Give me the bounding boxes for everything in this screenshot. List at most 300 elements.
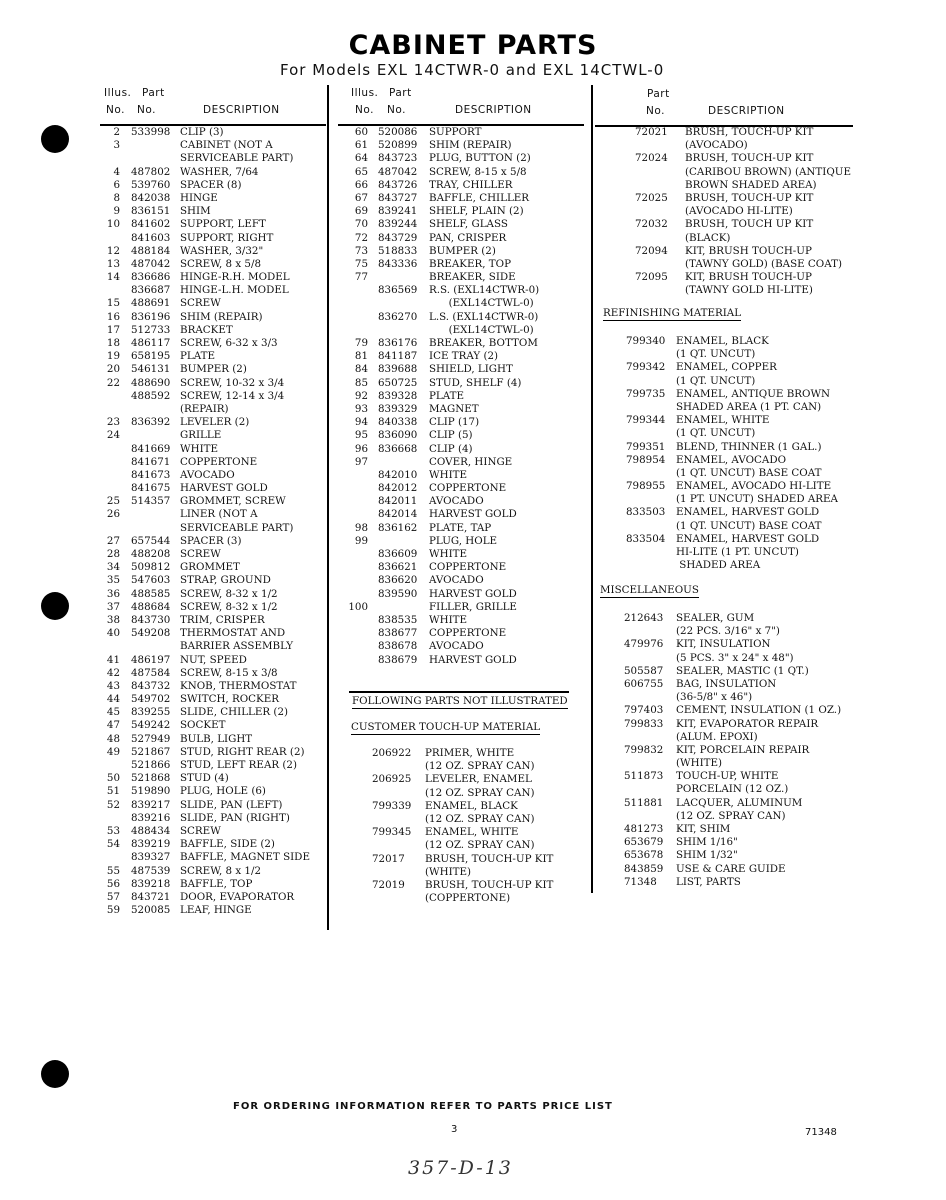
part-description: HI-LITE (1 PT. UNCUT) [676, 546, 799, 558]
part-number: 799342 [626, 361, 666, 374]
part-number: 212643 [624, 612, 664, 624]
part-number: 797403 [624, 704, 664, 717]
illus-number: 72 [354, 231, 368, 244]
part-description: SHIM 1/32" [676, 849, 738, 862]
part-number: 520086 [378, 126, 418, 138]
binder-hole-bottom [41, 1060, 69, 1088]
part-number: 833503 [626, 506, 666, 519]
table-row [100, 561, 325, 574]
table-row [100, 588, 325, 601]
table-row [100, 192, 325, 205]
table-row [345, 574, 585, 587]
table-row [100, 456, 325, 469]
part-description: USE & CARE GUIDE [676, 862, 786, 875]
table-row [345, 179, 585, 192]
part-description: DOOR, EVAPORATOR [180, 890, 295, 903]
table-row [600, 836, 860, 849]
part-description: (TAWNY GOLD) (BASE COAT) [685, 257, 842, 270]
part-number: 512733 [131, 323, 171, 336]
table-row [600, 245, 860, 258]
part-description: AVOCADO [180, 468, 235, 481]
part-description: BREAKER, TOP [429, 257, 512, 270]
table-row [100, 838, 325, 851]
part-number: 839218 [131, 877, 171, 890]
table-row [345, 640, 585, 653]
table-row [100, 363, 325, 376]
part-number: 653679 [624, 836, 664, 849]
part-description: BUMPER (2) [429, 244, 496, 257]
illus-number: 100 [348, 600, 368, 613]
part-description: TRAY, CHILLER [429, 178, 513, 191]
illus-number: 95 [354, 429, 368, 442]
part-number: 488592 [131, 389, 171, 402]
table-row [345, 614, 585, 627]
part-description: LEVELER (2) [180, 416, 250, 429]
part-description: COPPERTONE [180, 455, 258, 468]
table-row [600, 783, 860, 796]
table-row [100, 324, 325, 337]
part-description: BAFFLE, SIDE (2) [180, 838, 275, 851]
table-row [345, 853, 585, 866]
part-description: STUD, RIGHT REAR (2) [180, 745, 305, 758]
illus-number: 69 [354, 205, 368, 218]
part-description: ENAMEL, COPPER [676, 361, 777, 374]
part-number: 509812 [131, 561, 171, 574]
table-row [600, 401, 860, 414]
part-description: ENAMEL, AVOCADO HI-LITE [676, 480, 832, 493]
table-row [600, 704, 860, 717]
part-number: 836621 [378, 561, 418, 574]
part-description: LIST, PARTS [676, 875, 741, 888]
table-row [345, 232, 585, 245]
part-description: (1 QT. UNCUT) BASE COAT [676, 519, 822, 532]
table-row [600, 441, 860, 454]
table-row [100, 614, 325, 627]
table-row [345, 561, 585, 574]
part-description: SERVICEABLE PART) [180, 152, 294, 165]
table-row [345, 403, 585, 416]
table-row [345, 892, 585, 905]
parts-list-1 [100, 126, 325, 917]
table-row [100, 667, 325, 680]
part-description: SHADED AREA (1 PT. CAN) [676, 400, 822, 413]
table-row [345, 258, 585, 271]
part-number: 836090 [378, 429, 418, 442]
table-row [100, 522, 325, 535]
part-description: BAFFLE, TOP [180, 877, 253, 890]
part-number: 72017 [372, 852, 405, 865]
illus-number: 8 [113, 191, 120, 204]
table-row [345, 866, 585, 879]
part-description: COPPERTONE [429, 627, 507, 640]
table-row [600, 152, 860, 165]
table-row [600, 797, 860, 810]
table-row [100, 719, 325, 732]
illus-number: 12 [106, 244, 120, 257]
part-description: BREAKER, BOTTOM [429, 337, 538, 349]
part-description: (22 PCS. 3/16" x 7") [676, 625, 780, 638]
illus-number: 3 [113, 139, 120, 152]
part-number: 839244 [378, 218, 418, 231]
page-subtitle: For Models EXL 14CTWR-0 and EXL 14CTWL-0 [280, 61, 665, 79]
part-description: (AVOCADO HI-LITE) [685, 205, 793, 218]
part-description: KIT, BRUSH TOUCH-UP [685, 271, 812, 284]
illus-number: 26 [106, 508, 120, 521]
part-number: 488585 [131, 587, 171, 600]
part-number: 486197 [131, 653, 171, 666]
illus-number: 18 [106, 337, 120, 349]
part-number: 836176 [378, 337, 418, 349]
table-row [600, 205, 860, 218]
part-description: (5 PCS. 3" x 24" x 48") [676, 651, 794, 664]
part-description: SCREW, 8-15 x 3/8 [180, 666, 278, 679]
part-description: CABINET (NOT A [180, 139, 273, 152]
table-row [345, 139, 585, 152]
table-row [600, 493, 860, 506]
part-description: PRIMER, WHITE [425, 747, 515, 759]
document-number: 71348 [805, 1127, 837, 1138]
illus-number: 25 [106, 495, 120, 508]
illus-number: 4 [113, 165, 120, 178]
part-description: SPACER (8) [180, 178, 242, 191]
part-description: SLIDE, PAN (LEFT) [180, 798, 283, 811]
illus-number: 66 [354, 178, 368, 191]
illus-number: 36 [106, 587, 120, 600]
header-part: Part [389, 87, 412, 99]
table-row [100, 693, 325, 706]
part-number: 841673 [131, 468, 171, 481]
part-description: SHIM (REPAIR) [180, 310, 263, 323]
part-description: COPPERTONE [429, 561, 507, 574]
part-number: 549242 [131, 719, 171, 732]
illus-number: 60 [354, 126, 368, 138]
part-description: STUD, SHELF (4) [429, 376, 522, 389]
illus-number: 64 [354, 152, 368, 165]
table-row [100, 746, 325, 759]
refinishing-list [600, 335, 860, 572]
part-description: NUT, SPEED [180, 653, 247, 666]
part-number: 511881 [624, 796, 664, 809]
table-row [100, 640, 325, 653]
part-number: 71348 [624, 875, 657, 888]
part-description: STUD, LEFT REAR (2) [180, 759, 297, 771]
part-description: BRUSH, TOUCH-UP KIT [685, 152, 814, 165]
part-description: CEMENT, INSULATION (1 OZ.) [676, 704, 842, 717]
illus-number: 75 [354, 257, 368, 270]
table-row [600, 770, 860, 783]
illus-number: 13 [106, 257, 120, 270]
part-number: 836569 [378, 284, 418, 297]
table-row [600, 480, 860, 493]
illus-number: 41 [106, 653, 120, 666]
table-row [600, 348, 860, 361]
part-description: SLIDE, PAN (RIGHT) [180, 811, 290, 824]
part-description: AVOCADO [429, 574, 484, 587]
table-row [600, 612, 860, 625]
part-number: 511873 [624, 770, 664, 783]
header-description: DESCRIPTION [455, 104, 532, 116]
part-description: ENAMEL, HARVEST GOLD [676, 506, 820, 519]
handwritten-note: 357-D-13 [408, 1157, 513, 1179]
part-number: 505587 [624, 664, 664, 677]
header-description: DESCRIPTION [708, 105, 785, 117]
part-description: SCREW, 8-32 x 1/2 [180, 600, 278, 613]
part-number: 488684 [131, 600, 171, 613]
illus-number: 15 [106, 297, 120, 310]
part-number: 799833 [624, 717, 664, 730]
part-number: 843726 [378, 178, 418, 191]
part-description: SHELF, GLASS [429, 218, 508, 231]
table-row [345, 416, 585, 429]
part-number: 799345 [372, 826, 412, 839]
table-row [600, 546, 860, 559]
table-row [100, 297, 325, 310]
table-row [600, 467, 860, 480]
part-description: L.S. (EXL14CTWR-0) [429, 310, 539, 323]
illus-number: 54 [106, 838, 120, 851]
illus-number: 48 [106, 732, 120, 745]
part-number: 836687 [131, 284, 171, 297]
part-description: SPACER (3) [180, 534, 242, 547]
part-description: KIT, INSULATION [676, 638, 771, 651]
not-illustrated-heading: FOLLOWING PARTS NOT ILLUSTRATED [352, 695, 568, 707]
part-description: ENAMEL, ANTIQUE BROWN [676, 387, 831, 400]
part-number: 839688 [378, 363, 418, 376]
part-description: SEALER, GUM [676, 612, 755, 624]
part-description: KNOB, THERMOSTAT [180, 679, 297, 692]
table-row [100, 865, 325, 878]
illus-number: 34 [106, 561, 120, 574]
part-description: SCREW, 12-14 x 3/4 [180, 389, 285, 402]
table-row [345, 218, 585, 231]
illus-number: 92 [354, 389, 368, 402]
table-row [600, 652, 860, 665]
part-number: 833504 [626, 532, 666, 545]
part-number: 527949 [131, 732, 171, 745]
part-number: 836162 [378, 521, 418, 534]
part-description: (12 OZ. SPRAY CAN) [676, 809, 786, 822]
table-row [345, 429, 585, 442]
illus-number: 94 [354, 416, 368, 429]
table-row [600, 258, 860, 271]
part-description: (COPPERTONE) [425, 892, 511, 905]
part-description: (1 PT. UNCUT) SHADED AREA [676, 493, 838, 506]
table-row [100, 508, 325, 521]
table-row [345, 324, 585, 337]
part-description: HINGE-R.H. MODEL [180, 271, 290, 284]
part-description: SCREW, 10-32 x 3/4 [180, 376, 285, 389]
part-number: 514357 [131, 495, 171, 508]
illus-number: 44 [106, 693, 120, 706]
part-number: 836686 [131, 271, 171, 284]
table-row [600, 126, 860, 139]
table-row [100, 126, 325, 139]
part-number: 549208 [131, 627, 171, 640]
part-number: 487802 [131, 165, 171, 178]
part-description: WASHER, 7/64 [180, 165, 259, 178]
part-description: (EXL14CTWL-0) [429, 323, 534, 336]
part-description: SUPPORT, LEFT [180, 218, 266, 231]
table-row [100, 416, 325, 429]
table-row [345, 601, 585, 614]
table-row [600, 691, 860, 704]
illus-number: 79 [354, 337, 368, 349]
part-number: 658195 [131, 350, 171, 363]
illus-number: 96 [354, 442, 368, 455]
illus-number: 49 [106, 745, 120, 758]
part-description: ENAMEL, HARVEST GOLD [676, 532, 820, 545]
part-number: 841602 [131, 218, 171, 231]
miscellaneous-list [600, 612, 860, 889]
part-number: 521866 [131, 759, 171, 771]
part-number: 72095 [635, 271, 668, 284]
table-row [600, 810, 860, 823]
part-description: HINGE-L.H. MODEL [180, 284, 289, 297]
part-number: 836392 [131, 416, 171, 429]
table-row [100, 152, 325, 165]
illus-number: 84 [354, 363, 368, 376]
binder-hole-top [41, 125, 69, 153]
table-row [600, 731, 860, 744]
table-row [600, 218, 860, 231]
part-number: 840338 [378, 416, 418, 429]
part-description: SERVICEABLE PART) [180, 521, 294, 534]
part-description: ENAMEL, AVOCADO [676, 453, 787, 466]
illus-number: 73 [354, 244, 368, 257]
part-description: THERMOSTAT AND [180, 627, 286, 640]
table-row [345, 337, 585, 350]
part-description: STUD (4) [180, 772, 229, 785]
part-number: 836151 [131, 205, 171, 218]
part-description: BROWN SHADED AREA) [685, 178, 817, 191]
part-description: ENAMEL, BLACK [676, 335, 769, 347]
table-row [345, 773, 585, 786]
part-description: KIT, EVAPORATOR REPAIR [676, 717, 819, 730]
part-number: 547603 [131, 574, 171, 587]
table-row [345, 522, 585, 535]
part-description: SHELF, PLAIN (2) [429, 205, 524, 218]
table-row [345, 390, 585, 403]
part-description: BAFFLE, MAGNET SIDE [180, 851, 310, 864]
table-row [100, 733, 325, 746]
illus-number: 27 [106, 534, 120, 547]
illus-number: 6 [113, 178, 120, 191]
part-description: WHITE [429, 468, 468, 481]
part-description: AVOCADO [429, 495, 484, 508]
illus-number: 37 [106, 600, 120, 613]
part-number: 836620 [378, 574, 418, 587]
table-row [600, 718, 860, 731]
part-description: (12 OZ. SPRAY CAN) [425, 839, 535, 852]
part-number: 479976 [624, 638, 664, 651]
part-number: 518833 [378, 244, 418, 257]
page-number: 3 [451, 1124, 458, 1135]
illus-number: 51 [106, 785, 120, 798]
part-description: FILLER, GRILLE [429, 600, 517, 613]
part-description: SCREW [180, 297, 221, 310]
table-row [600, 454, 860, 467]
part-description: (1 QT. UNCUT) BASE COAT [676, 466, 822, 479]
table-row [100, 139, 325, 152]
table-row [100, 403, 325, 416]
part-number: 606755 [624, 677, 664, 690]
part-description: BLEND, THINNER (1 GAL.) [676, 440, 822, 453]
part-number: 653678 [624, 849, 664, 862]
table-row [345, 535, 585, 548]
table-row [600, 335, 860, 348]
illus-number: 42 [106, 666, 120, 679]
part-description: HARVEST GOLD [429, 587, 517, 600]
table-row [600, 427, 860, 440]
illus-number: 99 [354, 534, 368, 547]
table-row [100, 271, 325, 284]
part-number: 488184 [131, 244, 171, 257]
table-row [100, 337, 325, 350]
part-number: 839219 [131, 838, 171, 851]
illus-number: 43 [106, 679, 120, 692]
table-row [100, 469, 325, 482]
illus-number: 93 [354, 402, 368, 415]
illus-number: 77 [354, 271, 368, 284]
table-row [600, 361, 860, 374]
part-description: (BLACK) [685, 231, 731, 244]
part-description: BAFFLE, CHILLER [429, 191, 530, 204]
part-number: 206922 [372, 747, 412, 759]
part-number: 72094 [635, 244, 668, 257]
part-number: 836609 [378, 548, 418, 560]
illus-number: 52 [106, 798, 120, 811]
part-number: 839216 [131, 811, 171, 824]
column-1-header [100, 85, 325, 119]
part-number: 838677 [378, 627, 418, 640]
part-description: KIT, SHIM [676, 823, 731, 835]
table-row [345, 482, 585, 495]
table-row [600, 876, 860, 889]
part-number: 481273 [624, 823, 664, 835]
part-description: WHITE [429, 613, 468, 626]
part-description: SWITCH, ROCKER [180, 693, 280, 706]
part-number: 488691 [131, 297, 171, 310]
part-description: SEALER, MASTIC (1 QT.) [676, 664, 809, 677]
part-number: 838679 [378, 653, 418, 666]
header-part: Part [647, 88, 670, 100]
table-row [600, 232, 860, 245]
part-number: 657544 [131, 534, 171, 547]
part-description: COVER, HINGE [429, 455, 513, 468]
part-description: GROMMET, SCREW [180, 495, 286, 508]
table-row [345, 879, 585, 892]
part-number: 843732 [131, 679, 171, 692]
header-illus: Illus. [104, 87, 132, 99]
parts-column-3 [600, 85, 860, 888]
illus-number: 50 [106, 772, 120, 785]
illus-number: 10 [106, 218, 120, 231]
part-number: 836196 [131, 310, 171, 323]
part-description: LINER (NOT A [180, 508, 258, 521]
part-description: TOUCH-UP, WHITE [676, 770, 779, 783]
table-row [345, 826, 585, 839]
part-description: HARVEST GOLD [429, 653, 517, 666]
part-description: KIT, PORCELAIN REPAIR [676, 743, 810, 756]
customer-touchup-list [345, 747, 585, 905]
part-description: PLATE [429, 389, 465, 402]
table-row [345, 192, 585, 205]
table-row [600, 757, 860, 770]
part-description: SCREW [180, 548, 221, 560]
illus-number: 70 [354, 218, 368, 231]
illus-number: 35 [106, 574, 120, 587]
table-row [100, 232, 325, 245]
